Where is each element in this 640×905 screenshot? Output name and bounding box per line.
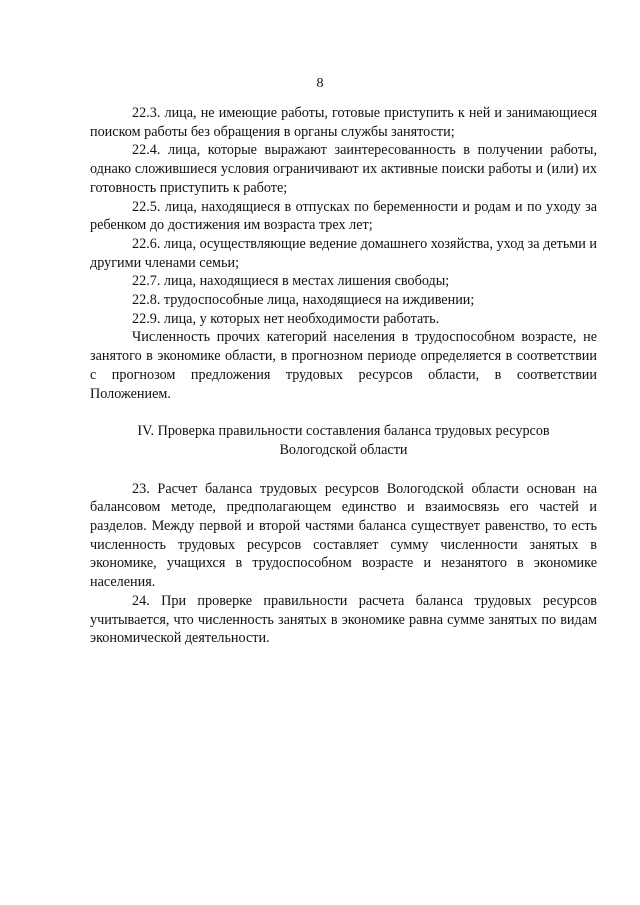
section-heading-line-2: Вологодской области <box>279 441 408 458</box>
paragraph-22-4: 22.4. лица, которые выражают заинтересованность в получении работы, однако сложившиеся условия ограничивают их активные поиски работы и (или) их готовность приступить к работе; <box>90 142 597 196</box>
paragraph-other-categories: Численность прочих категорий населения в трудоспособном возрасте, не занятого в экономике области, в прогнозном периоде определяется в соответствии с прогнозом предложения трудовых ресурсов области, в соответствии Положением. <box>90 329 597 402</box>
paragraph-24: 24. При проверке правильности расчета баланса трудовых ресурсов учитывается, что численность занятых в экономике равна сумме занятых по видам экономической деятельности. <box>90 592 597 647</box>
paragraph-22-6: 22.6. лица, осуществляющие ведение домашнего хозяйства, уход за детьми и другими членами семьи; <box>90 235 597 271</box>
paragraph-22-7: 22.7. лица, находящиеся в местах лишения свободы; <box>132 273 450 290</box>
paragraph-22-5: 22.5. лица, находящиеся в отпусках по беременности и родам и по уходу за ребенком до достижения им возраста трех лет; <box>90 198 597 234</box>
paragraph-22-9: 22.9. лица, у которых нет необходимости работать. <box>132 310 440 327</box>
page-number: 8 <box>316 76 324 91</box>
document-body <box>90 104 597 648</box>
paragraph-22-3: 22.3. лица, не имеющие работы, готовые приступить к ней и занимающиеся поиском работы без обращения в органы службы занятости; <box>90 105 597 140</box>
paragraph-22-8: 22.8. трудоспособные лица, находящиеся на иждивении; <box>132 292 475 309</box>
section-heading-line-1: IV. Проверка правильности составления баланса трудовых ресурсов <box>137 423 550 440</box>
paragraph-23: 23. Расчет баланса трудовых ресурсов Вологодской области основан на балансовом методе, предполагающем единство и взаимосвязь его частей и разделов. Между первой и второй частями баланса существует равенство, то есть численность трудовых ресурсов составляет сумму численности занятых в экономике, учащихся в трудоспособном возрасте и незанятого в экономике населения. <box>90 480 597 591</box>
section-heading <box>90 422 597 459</box>
